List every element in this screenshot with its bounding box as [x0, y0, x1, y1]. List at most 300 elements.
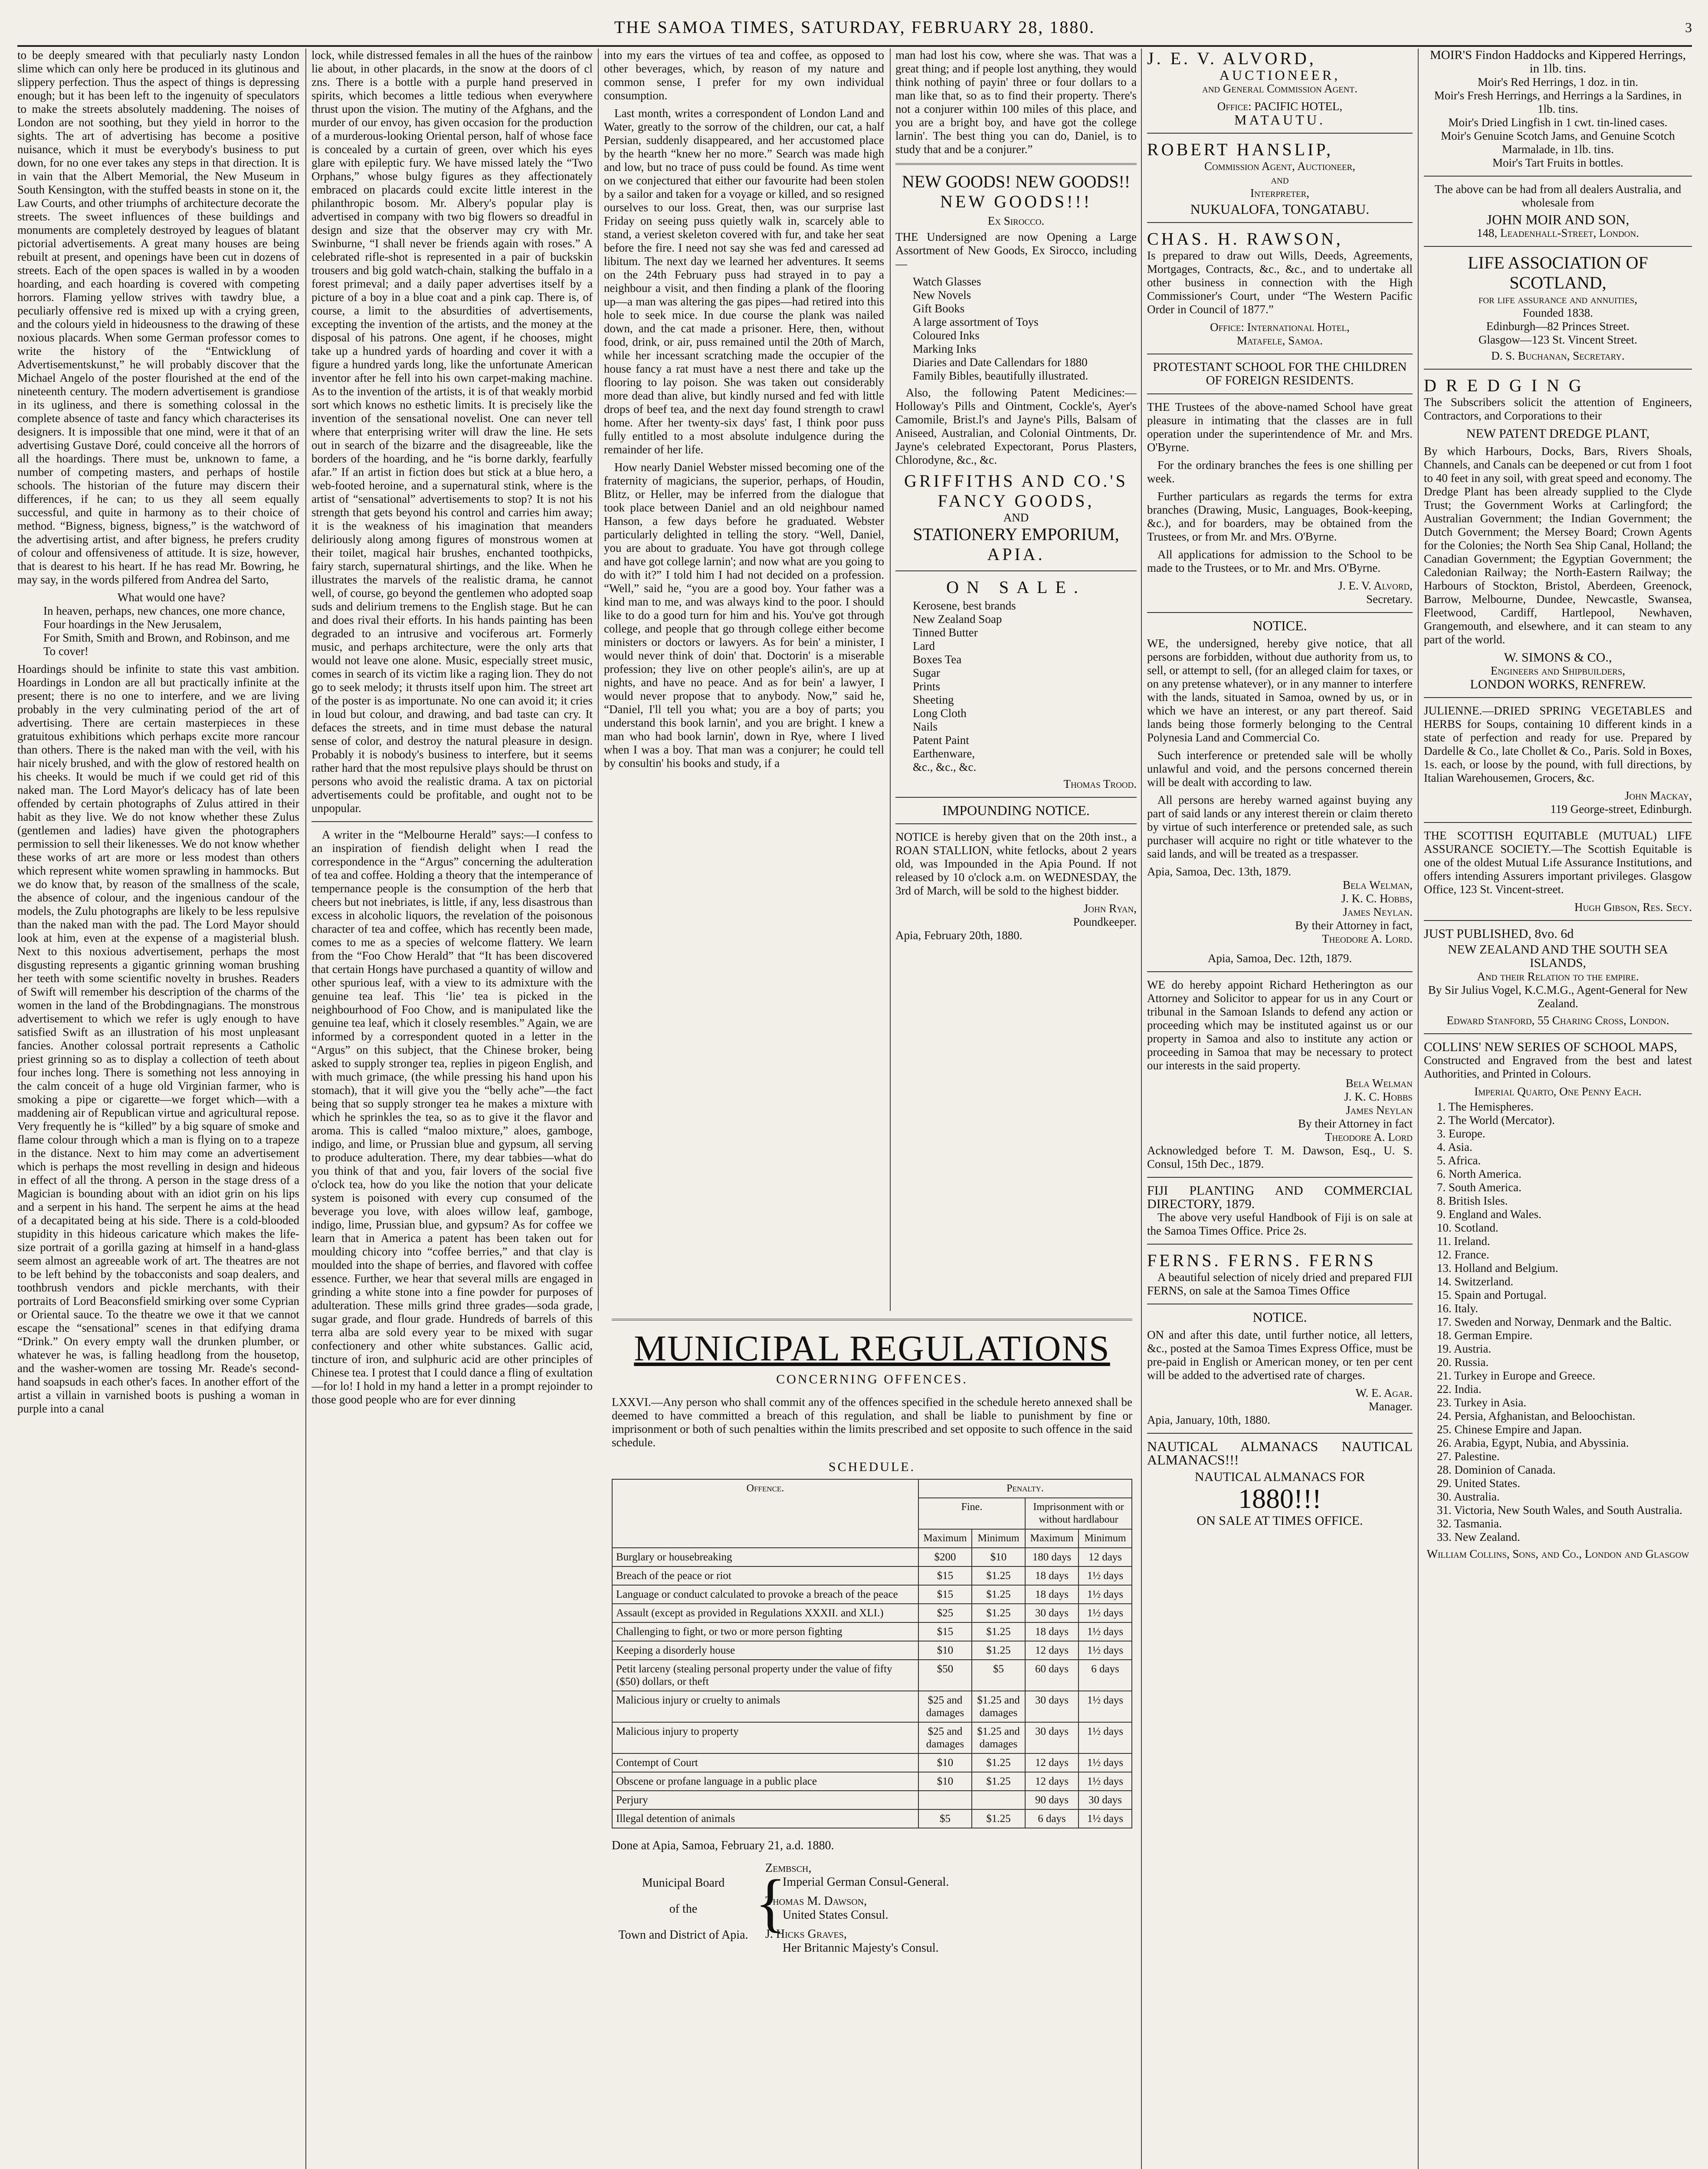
- hanslip-interp: Interpreter,: [1250, 187, 1310, 200]
- list-item: 6. North America.: [1437, 1167, 1521, 1180]
- table-cell: 12 days: [1025, 1641, 1079, 1660]
- table-cell: Breach of the peace or riot: [612, 1566, 918, 1585]
- signature: J. K. C. Hobbs,: [1341, 892, 1413, 905]
- published-publisher: Edward Stanford, 55 Charing Cross, London.: [1446, 1014, 1669, 1027]
- maps-list: [1437, 1100, 1692, 1544]
- alvord-name: J. E. V. ALVORD,: [1147, 49, 1316, 68]
- rawson-name: CHAS. H. RAWSON,: [1147, 229, 1343, 249]
- table-cell: 18 days: [1025, 1566, 1079, 1585]
- divider: [1147, 222, 1413, 223]
- table-cell: Contempt of Court: [612, 1753, 918, 1772]
- moir-firm: JOHN MOIR AND SON,: [1486, 212, 1629, 227]
- article-paragraph: man had lost his cow, where she was. That was a great thing; and if people lost anything, they would think nothing of payin' three or four dollars to a man like that, so as to find their property. There's not a conjurer within 100 miles of this place, and you are a bright boy, and have got the college larnin'. The best thing you can do, Daniel, is to study that and be a conjurer.”: [895, 49, 1137, 156]
- article-paragraph: lock, while distressed females in all the hues of the rainbow lie about, in other placards, in the snow at the doors of cl zns. There is a bottle with a purple hand preserved in spirits, which becomes a little tedious when everywhere thrust upon the vision. The mutiny of the Afghans, and the murder of our envoy, has given occasion for the production of a murderous-looking Oriental person, half of whose face is concealed by a curtain of green, over which his eyes glare with epileptic fury. We have missed lately the “Two Orphans,” whose bulgy figures as they affectionately embraced on placards could excite little interest in the philanthropic bosom. Mr. Albery's popular play is advertised in company with two big flowers so dreadful in design and size that the observer may cry with Mr. Swinburne, “I shall never be friends again with roses.” A celebrated rifle-shot is represented in a pair of buckskin trousers and big gold watch-chain, stalking the buffalo in a forest primeval; and a daily paper advertises itself by a picture of a boy in a blue coat and a pink cap. There is, of course, a limit to the absurdities of advertisements, excepting the invention of the artists, and the money at the disposal of his patrons. One agent, if he chooses, might take up a hundred yards of hoarding and cover it with a figure a hundred yards long, like the unfortunate American inventor after he fell into his own carpet-making machine. As to the invention of the artists, it is of that weakly morbid sort which knows no esthetic limits. It is precisely like the invention of the sensational novelist. One can never tell where that enterprising writer will draw the line. He sets out in search of the bizarre and the disagreeable, like the borders of the hoarding, and he “is borne darkly, fearfully afar.” If an artist in fiction does but stick at a blue hero, a web-footed heroine, and a supernatural stink, where is the artist of “sensational” advertisements to stop? It is not his strength that gets beyond his control and carries him away; it is the weakness of his imagination that meanders deliriously along among figures of monstrous women at their toilet, magical hair brushes, enchanted toothpicks, fairy starch, supernatural shirtings, and the like. When he illustrates the marvels of the realistic drama, he cannot well, of course, go beyond the gentlemen who adopted soap suds and delirium tremens to the English stage. But he can and does rival their efforts. In his hands painting has been degraded to an intrusive and vociferous art. Formerly music, and perhaps architecture, were the only arts that would not leave one alone. Music, especially street music, comes in search of its victim like a raging lion. They do not go to seek melody; it thrusts itself upon him. The street art of the poster is as importunate. No one can avoid it; it cries in loud but colour, and drawing, and bad taste can cry. It defaces the streets, and in time must debase the natural sense of color, and destroy the natural pleasure in design. Probably it is nobody's business to interfere, but it seems rather hard that the most repulsive plays should be thrust on persons who avoid the realistic drama. A tax on pictorial advertisements could be profitable, and ought not to be unpopular.: [311, 49, 593, 815]
- table-cell: $25 and damages: [918, 1722, 972, 1753]
- table-cell: $25: [918, 1604, 972, 1622]
- collins-heading: COLLINS' NEW SERIES OF SCHOOL MAPS,: [1424, 1040, 1677, 1054]
- list-item: 2. The World (Mercator).: [1437, 1114, 1555, 1127]
- divider: [1147, 612, 1413, 613]
- moir-item: Moir's Tart Fruits in bottles.: [1492, 156, 1623, 169]
- published-author: By Sir Julius Vogel, K.C.M.G., Agent-General for New Zealand.: [1428, 983, 1688, 1010]
- life-address: Glasgow—123 St. Vincent Street.: [1478, 333, 1638, 346]
- table-cell: 90 days: [1025, 1791, 1079, 1809]
- signature-address: 119 George-street, Edinburgh.: [1550, 803, 1692, 816]
- school-heading: PROTESTANT SCHOOL FOR THE CHILDREN OF FOREIGN RESIDENTS.: [1153, 360, 1407, 387]
- list-item: Gift Books: [913, 302, 965, 315]
- signature: Bela Welman,: [1343, 878, 1413, 891]
- collins-sub: Imperial Quarto, One Penny Each.: [1474, 1085, 1642, 1098]
- signature: James Neylan: [1346, 1104, 1413, 1117]
- table-cell: Petit larceny (stealing personal property under the value of fifty ($50) dollars, or theft: [612, 1660, 918, 1691]
- signatory-title: Her Britannic Majesty's Consul.: [783, 1941, 939, 1955]
- signature: By their Attorney in fact,: [1295, 919, 1413, 932]
- fiji-text: The above very useful Handbook of Fiji is on sale at the Samoa Times Office. Price 2s.: [1147, 1211, 1413, 1237]
- new-goods-heading: NEW GOODS! NEW GOODS!!: [902, 172, 1131, 191]
- table-cell: $50: [918, 1660, 972, 1691]
- divider: [895, 570, 1137, 571]
- signature: Theodore A. Lord.: [1322, 932, 1413, 945]
- list-item: 27. Palestine.: [1437, 1450, 1500, 1463]
- list-item: 11. Ireland.: [1437, 1235, 1490, 1248]
- table-cell: 1½ days: [1079, 1809, 1132, 1828]
- table-header-row: [612, 1479, 1132, 1498]
- list-item: 15. Spain and Portugal.: [1437, 1288, 1547, 1301]
- table-cell: 6 days: [1079, 1660, 1132, 1691]
- life-heading: LIFE ASSOCIATION OF SCOTLAND,: [1468, 253, 1648, 292]
- list-item: Tinned Butter: [913, 626, 978, 639]
- list-item: 16. Italy.: [1437, 1302, 1478, 1315]
- table-header: Maximum: [1025, 1529, 1079, 1548]
- article-cat-column: [604, 49, 884, 1311]
- fiji-heading: FIJI PLANTING AND COMMERCIAL DIRECTORY, 1879.: [1147, 1183, 1413, 1211]
- life-secretary: D. S. Buchanan, Secretary.: [1491, 349, 1625, 362]
- list-item: 14. Switzerland.: [1437, 1275, 1514, 1288]
- board-name: [612, 1861, 755, 1955]
- list-item: 23. Turkey in Asia.: [1437, 1396, 1527, 1409]
- list-item: 28. Dominion of Canada.: [1437, 1463, 1556, 1476]
- table-row: [612, 1566, 1132, 1585]
- list-item: A large assortment of Toys: [913, 315, 1039, 328]
- table-cell: 1½ days: [1079, 1772, 1132, 1791]
- hanslip-place: NUKUALOFA, TONGATABU.: [1190, 201, 1370, 217]
- list-item: 8. British Isles.: [1437, 1194, 1508, 1207]
- list-item: 18. German Empire.: [1437, 1329, 1533, 1342]
- life-founded: Founded 1838.: [1523, 306, 1593, 319]
- table-cell: 1½ days: [1079, 1622, 1132, 1641]
- published-title: NEW ZEALAND AND THE SOUTH SEA ISLANDS,: [1448, 943, 1668, 970]
- notice-paragraph: Such interference or pretended sale will be wholly unlawful and void, and the persons concerned therein will be dealt with according to law.: [1147, 749, 1413, 789]
- dredging-heading: DREDGING: [1424, 376, 1591, 395]
- table-cell: 18 days: [1025, 1585, 1079, 1604]
- signature-title: Poundkeeper.: [1073, 915, 1137, 928]
- brace: {: [755, 1867, 786, 1939]
- column-divider: [890, 49, 891, 1311]
- table-row: [612, 1585, 1132, 1604]
- list-item: Diaries and Date Callendars for 1880: [913, 356, 1088, 369]
- board-line: Town and District of Apia.: [618, 1928, 748, 1942]
- column-divider: [305, 49, 306, 2169]
- schedule-heading: SCHEDULE.: [828, 1460, 916, 1474]
- list-item: Kerosene, best brands: [913, 599, 1016, 612]
- ads-column-6: [1424, 49, 1692, 2169]
- table-cell: $25 and damages: [918, 1691, 972, 1722]
- table-cell: 6 days: [1025, 1809, 1079, 1828]
- table-cell: 1½ days: [1079, 1604, 1132, 1622]
- rawson-office: Office: International Hotel,: [1210, 321, 1350, 334]
- new-goods-ex: Ex Sirocco.: [987, 214, 1045, 227]
- table-cell: Language or conduct calculated to provoke a breach of the peace: [612, 1585, 918, 1604]
- notice-paragraph: WE, the undersigned, hereby give notice, that all persons are forbidden, without due authority from us, to sell, or attempt to sell, (for an alleged claim for taxes, or on any pretense whatever), or in any manner to interfere with the lands, situated in Samoa, owned by us, or in which we have an interest, or any part thereof. Said lands being those formerly belonging to the Central Polynesia Land and Commercial Co.: [1147, 637, 1413, 744]
- table-cell: Assault (except as provided in Regulations XXXII. and XLI.): [612, 1604, 918, 1622]
- griffiths-heading: GRIFFITHS AND CO.'S: [904, 471, 1128, 491]
- divider: [1147, 1433, 1413, 1434]
- divider: [1424, 369, 1692, 370]
- divider: [311, 821, 593, 822]
- medicines-text: Also, the following Patent Medicines:—Holloway's Pills and Ointment, Cockle's, Ayer's Camomile, Brist.l's and Jayne's Pills, Balsam of Aniseed, Australian, and Colonial Ointments, Dr. Jayne's celebrated Expectorant, Porus Plasters, Chlorodyne, &c., &c.: [895, 386, 1137, 466]
- list-item: Sheeting: [913, 693, 954, 706]
- article-paragraph: Last month, writes a correspondent of London Land and Water, greatly to the sorrow of the children, our cat, a half Persian, suddenly disappeared, and her accustomed place by the hearth “knew her no more.” Search was made high and low, but no trace of puss could be found. As time went on we conjectured that either our favourite had been stolen by a sailor and taken for a voyage or killed, and so resigned ourselves to our loss. Great, then, was our surprise last Friday on seeing puss quietly walk in, scarcely able to stand, a veriest skeleton covered with fur, and take her seat before the fire. I need not say she was fed and caressed ad libitum. The next day we learned her adventures. It seems on the 24th February puss had strayed in to pay a neighbour a visit, and then finding a plank of the flooring up—a man was altering the gas pipes—had retired into this hole to seek mice. In due course the plank was nailed down, and the cat made a prisoner. Here, then, without food, drink, or air, puss remained until the 20th of March, while her incessant scratching made the occupier of the house fancy a rat must have a nest there and take up the flooring to lay poison. She was taken out considerably more dead than alive, but kindly nursed and fed with little drops of beef tea, and the next day found strength to crawl home. After her twenty-six days' fast, I think poor puss fully entitled to a most absolute indulgence during the remainder of her life.: [604, 107, 884, 456]
- list-item: Patent Paint: [913, 734, 969, 747]
- moir-item: Moir's Genuine Scotch Jams, and Genuine Scotch Marmalade, in 1lb. tins.: [1441, 129, 1675, 156]
- article-paragraph: to be deeply smeared with that peculiarly nasty London slime which can only here be produced in its glutinous and slippery perfection. Thus the aspect of things is depressing enough; but it has been left to the ingenuity of speculators to make the streets absolutely maddening. The noises of London are not soothing, but they yield in horror to the sights. The art of advertising has become a positive nuisance, which it must be everybody's business to put down, for no one ever takes any steps in that direction. It is in vain that the Albert Memorial, the New Museum in South Kensington, with the stuffed beasts in stone on it, the Law Courts, and other triumphs of architecture decorate the streets. The sweet influences of these buildings and monuments are completely destroyed by leagues of blatant pictorial advertisements. A great many houses are being rebuilt at present, and openings have been cut in dozens of streets. Each of the open spaces is walled in by a wooden hoarding, and each hoarding is covered with competing horrors. Flaming yellow strives with tawdry blue, a peculiarly offensive red is mixed up with a crying green, and the colours yield in hideousness to the drawing of these noxious placards. When some German professor comes to write the history of the “Entwicklung of Advertisementskunst,” he will probably discover that the Michael Angelo of the poster flourished at the end of the nineteenth century. The modern advertisement is grandiose in its ugliness, and there is something colossal in the complete absence of taste and fancy which characterises its designers. It is impossible that one mind, were it that of an advertising Gustave Doré, could conceive all the horrors of all the hoardings. There must be, unknown to fame, a number of competing masters, and perhaps of hostile schools. The historian of the future may discern their differences, if he can; to us they all seem equally successful, and quite in harmony as to their choice of method. “Bigness, bigness, bigness,” is the watchword of the advertising artist, and after bigness, he prefers crudity of colour and offensiveness of attitude. It is size, however, that is dearest to his heart. If he has read Mr. Bowring, he may say, in the words pilfered from Andrea del Sarto,: [17, 49, 299, 586]
- signature: By their Attorney in fact: [1298, 1117, 1413, 1130]
- date: Apia, February 20th, 1880.: [895, 929, 1023, 942]
- signature: Thomas Trood.: [1063, 777, 1137, 790]
- new-goods-list: [913, 275, 1137, 383]
- table-row: [612, 1660, 1132, 1691]
- penalty-table: [612, 1479, 1132, 1828]
- verse-quote: [17, 591, 299, 658]
- table-cell: Illegal detention of animals: [612, 1809, 918, 1828]
- impounding-text: NOTICE is hereby given that on the 20th inst., a ROAN STALLION, white fetlocks, about 2 years old, was Impounded in the Apia Pound. If not released by 10 o'clock a.m. on WEDNESDAY, the 3rd of March, will be sold to the highest bidder.: [895, 830, 1137, 897]
- article-paragraph: How nearly Daniel Webster missed becoming one of the fraternity of magicians, the superior, perhaps, of Houdin, Blitz, or Heller, may be inferred from the dialogue that took place between Daniel and an old neighbour named Hanson, a few days before he graduated. Webster particularly delighted in telling the story. “Well, Daniel, you are about to graduate. You have got through college and have got college larnin'; and now what are you going to do with it?” I told him I had not decided on a profession. “Well,” said he, “you are a good boy. Your father was a kind man to me, and was always kind to the poor. I should like to do a good turn for him and his. You've got through college, and people that go through college either become ministers or doctors or lawyers. As for bein' a minister, I would never think of doin' that. Doctorin' is a miserable profession; they live on other people's ailin's, are up at nights, and have no peace. And as for bein' a lawyer, I would never propose that to anybody. Now,” said he, “Daniel, I'll tell you what; you are a boy of parts; you understand this book larnin', and you are bright. I knew a man who had book larnin', down in Rye, where I lived when I was a boy. That man was a conjurer; he could tell by consultin' his books and study, if a: [604, 461, 884, 770]
- article-advertising-column: [17, 49, 299, 2169]
- published-heading: JUST PUBLISHED, 8vo. 6d: [1424, 927, 1574, 941]
- list-item: &c., &c., &c.: [913, 760, 977, 773]
- list-item: Family Bibles, beautifully illustrated.: [913, 369, 1088, 382]
- list-item: 26. Arabia, Egypt, Nubia, and Abyssinia.: [1437, 1436, 1629, 1449]
- table-cell: 30 days: [1025, 1604, 1079, 1622]
- list-item: 20. Russia.: [1437, 1356, 1489, 1369]
- table-cell: Keeping a disorderly house: [612, 1641, 918, 1660]
- griffiths-and: AND: [1003, 511, 1029, 524]
- collins-text: Constructed and Engraved from the best and latest Authorities, and Printed in Colours.: [1424, 1054, 1692, 1080]
- nautical-heading: NAUTICAL ALMANACS NAUTICAL ALMANACS!!!: [1147, 1438, 1413, 1468]
- table-cell: Burglary or housebreaking: [612, 1548, 918, 1566]
- signature: Hugh Gibson, Res. Secy.: [1574, 901, 1692, 914]
- masthead: [17, 11, 1692, 43]
- divider: [895, 163, 1137, 165]
- table-row: [612, 1641, 1132, 1660]
- table-header: Imprisonment with or without hardlabour: [1025, 1498, 1132, 1529]
- signature: W. E. Agar.: [1355, 1386, 1413, 1399]
- divider: [895, 797, 1137, 798]
- article-tea-column: [311, 49, 593, 2169]
- moir-address: 148, Leadenhall-Street, London.: [1477, 226, 1639, 239]
- table-cell: 1½ days: [1079, 1641, 1132, 1660]
- municipal-regulations: [612, 1319, 1132, 1955]
- table-cell: 30 days: [1025, 1691, 1079, 1722]
- notice-paragraph: ON and after this date, until further notice, all letters, &c., posted at the Samoa Times Express Office, must be pre-paid in English or American money, or ten per cent will be added to the advertised rate of charges.: [1147, 1328, 1413, 1382]
- list-item: 29. United States.: [1437, 1477, 1520, 1490]
- signatory-title: Imperial German Consul-General.: [783, 1875, 949, 1889]
- ads-column-5: [1147, 49, 1413, 2169]
- divider: [1424, 1033, 1692, 1034]
- table-row: [612, 1548, 1132, 1566]
- table-cell: [918, 1791, 972, 1809]
- table-cell: 1½ days: [1079, 1566, 1132, 1585]
- table-cell: $1.25: [972, 1622, 1025, 1641]
- ferns-heading: FERNS. FERNS. FERNS: [1147, 1251, 1376, 1270]
- divider: [1424, 697, 1692, 698]
- signatory-list: [765, 1861, 1132, 1955]
- table-cell: 1½ days: [1079, 1753, 1132, 1772]
- divider: [612, 1319, 1132, 1320]
- date: Apia, Samoa, Dec. 12th, 1879.: [1207, 952, 1352, 965]
- table-cell: $1.25: [972, 1772, 1025, 1791]
- scottish-text: THE SCOTTISH EQUITABLE (MUTUAL) LIFE ASSURANCE SOCIETY.—The Scottish Equitable is one of the oldest Mutual Life Assurance Institutions, and offers intending Assurers important privileges. Glasgow Office, 123 St. Vincent-street.: [1424, 829, 1692, 896]
- article-paragraph: Hoardings should be infinite to state this vast ambition. Hoardings in London are all but practically infinite at the present; there is no one to interfere, and we are living probably in the very culminating period of the art of advertising. There are certain masterpieces in these gratuitous exhibitions which perhaps excite more rancour than others. There is the naked man with the veil, with his hair nicely brushed, and with the glow of restored health on his cheeks. It would be much if we could get rid of this naked man. The Lord Mayor's delicacy has of late been offended by certain photographs of Zulus attired in their habit as they live. We do not know whether these Zulus (gentlemen and ladies) have given the photographers permission to sell their likenesses. We do not know whether these works of art are more or less modest than others which represent white women sprawling in hammocks. But we do know that, by reason of the smallness of the scale, the absence of colour, and the ingenious candour of the models, the Zulu photographs are likely to be less repulsive than the naked man with the pad. The Lord Mayor should look at him, even at the expense of a magisterial blush. Next to this noxious advertisement, perhaps the most disgusting represents a gigantic grinning woman brushing her teeth with some scientific novelty in brushes. Readers of Swift will remember his description of the charms of the women in the land of the Brobdingnagians. The monstrous advertisement to which we refer is ugly enough to have satisfied Swift as an illustration of his most unpleasant fancies. Another colossal portrait represents a Catholic priest grinning so as to display a collection of teeth about four inches long. There is something not less annoying in the calm conceit of a huge old Virginian farmer, who is smoking a pipe or cigarette—we forget which—with a maddening air of Republican virtue and agricultural repose. Very frequently he is “killed” by a big square of smoke and flame colour through which a man is flying on to a trapeze in the distance. Next to him may come an advertisement which is perhaps the most revelling in design and hideous in effect of all the throng. A person in the stage dress of a Magician is bounding about with an idiot grin on his lips and a serpent in his hand. The serpent he aims at the head of a decapitated being at his side. There is a cold-blooded stupidity in this hideous caricature which makes the life-size portrait of a gorilla gazing at himself in a hand-glass seem almost an agreeable work of art. The theatres are not to be left behind by the tobacconists and soap dealers, and toothbrush vendors and pickle merchants, with their portraits of Lord Beaconsfield smirking over some Cyprian or Oriental sauce. To the theatre we owe it that we cannot escape the “sensational” scenes in that edifying drama “Drink.” On every empty wall the drunken plumber, or whatever he was, is falling headlong from the housetop, and the washer-women are tossing Mr. Reade's second-hand soapsuds in each other's faces. In another effort of the artist a villain in varnished boots is pushing a woman in purple into a canal: [17, 662, 299, 1415]
- list-item: Sugar: [913, 666, 940, 679]
- table-row: [612, 1722, 1132, 1753]
- table-row: [612, 1622, 1132, 1641]
- table-cell: 30 days: [1079, 1791, 1132, 1809]
- list-item: Prints: [913, 680, 941, 693]
- table-cell: $15: [918, 1622, 972, 1641]
- table-row: [612, 1772, 1132, 1791]
- table-cell: $5: [918, 1809, 972, 1828]
- table-cell: Obscene or profane language in a public place: [612, 1772, 918, 1791]
- new-goods-intro: THE Undersigned are now Opening a Large Assortment of New Goods, Ex Sirocco, including—: [895, 230, 1137, 270]
- divider: [1147, 1244, 1413, 1245]
- divider: [1147, 1177, 1413, 1178]
- list-item: Coloured Inks: [913, 329, 980, 342]
- collins-firm: William Collins, Sons, and Co., London and Glasgow: [1426, 1547, 1689, 1560]
- hanslip-role: Commission Agent, Auctioneer,: [1204, 160, 1356, 173]
- column-divider: [1418, 49, 1419, 2169]
- signature: J. K. C. Hobbs: [1344, 1090, 1413, 1103]
- griffiths-heading: STATIONERY EMPORIUM,: [913, 524, 1119, 544]
- school-paragraph: Further particulars as regards the terms for extra branches (Drawing, Music, Languages, Book-keeping, &c.), and for boarders, may be obtained from the Trustees, or from Mr. and Mrs. O'Byrne.: [1147, 490, 1413, 543]
- verse-line: In heaven, perhaps, new chances, one more chance,: [43, 604, 285, 617]
- alvord-role: AUCTIONEER,: [1219, 67, 1341, 83]
- regulation-date: Done at Apia, Samoa, February 21, a.d. 1880.: [612, 1839, 834, 1852]
- list-item: New Zealand Soap: [913, 613, 1002, 626]
- table-cell: $1.25: [972, 1604, 1025, 1622]
- table-cell: 12 days: [1079, 1548, 1132, 1566]
- signature-title: Secretary.: [1366, 593, 1413, 606]
- divider: [1424, 246, 1692, 247]
- life-sub: for life assurance and annuities,: [1478, 293, 1638, 306]
- table-row: [612, 1809, 1132, 1828]
- page-number: 3: [1685, 20, 1692, 35]
- list-item: 31. Victoria, New South Wales, and South Australia.: [1437, 1504, 1682, 1517]
- table-cell: $1.25 and damages: [972, 1691, 1025, 1722]
- table-cell: Malicious injury to property: [612, 1722, 918, 1753]
- table-header: Fine.: [918, 1498, 1025, 1529]
- list-item: 12. France.: [1437, 1248, 1489, 1261]
- moir-note: The above can be had from all dealers Australia, and wholesale from: [1434, 183, 1682, 209]
- regulation-text: LXXVI.—Any person who shall commit any of the offences specified in the schedule hereto annexed shall be deemed to have committed a breach of this regulation, and shall be liable to punishment by fine or imprisonment or both of such penalties within the limits prescribed and set opposite to such offence in the said schedule.: [612, 1396, 1132, 1449]
- signatory-title: United States Consul.: [783, 1908, 888, 1922]
- ferns-text: A beautiful selection of nicely dried and prepared FIJI FERNS, on sale at the Samoa Times Office: [1147, 1271, 1413, 1297]
- signature: John Mackay,: [1625, 789, 1692, 802]
- list-item: 5. Africa.: [1437, 1154, 1481, 1167]
- nautical-line: NAUTICAL ALMANACS FOR: [1194, 1470, 1365, 1484]
- table-cell: 30 days: [1025, 1722, 1079, 1753]
- column-divider: [598, 49, 599, 1311]
- life-address: Edinburgh—82 Princes Street.: [1486, 320, 1630, 333]
- table-cell: 180 days: [1025, 1548, 1079, 1566]
- hanslip-and: and: [1271, 173, 1289, 186]
- rawson-place: Matafele, Samoa.: [1236, 334, 1323, 347]
- municipal-signatures: [612, 1861, 1132, 1955]
- table-cell: $10: [918, 1753, 972, 1772]
- new-goods-heading: NEW GOODS!!!: [940, 192, 1092, 211]
- julienne-text: JULIENNE.—DRIED SPRING VEGETABLES and HERBS for Soups, containing 10 different kinds in a state of perfection and ready for use. Prepared by Dardelle & Co., late Chollet & Co., Paris. Sold in Boxes, 1s. each, or loose by the pound, with full directions, by Italian Warehousemen, Grocers, &c.: [1424, 704, 1692, 784]
- list-item: 22. India.: [1437, 1383, 1482, 1396]
- griffiths-heading: FANCY GOODS,: [938, 491, 1095, 511]
- list-item: 19. Austria.: [1437, 1342, 1492, 1355]
- table-row: [612, 1604, 1132, 1622]
- signature: James Neylan.: [1343, 905, 1413, 918]
- verse-line: To cover!: [43, 645, 89, 658]
- table-cell: 18 days: [1025, 1622, 1079, 1641]
- list-item: 33. New Zealand.: [1437, 1530, 1520, 1543]
- table-cell: [972, 1791, 1025, 1809]
- list-item: Lard: [913, 639, 935, 652]
- signatory-name: J. Hicks Graves,: [765, 1927, 847, 1941]
- signature-title: Manager.: [1368, 1400, 1413, 1413]
- list-item: Boxes Tea: [913, 653, 962, 666]
- verse-line: What would one have?: [117, 591, 226, 604]
- list-item: 25. Chinese Empire and Japan.: [1437, 1423, 1582, 1436]
- divider: [1424, 920, 1692, 921]
- school-paragraph: THE Trustees of the above-named School have great pleasure in intimating that the classes are in full operation under the superintendence of Mr. and Mrs. O'Byrne.: [1147, 400, 1413, 454]
- dredging-paragraph: By which Harbours, Docks, Bars, Rivers Shoals, Channels, and Canals can be deepened or cut from 1 foot to 40 feet in any soil, with great speed and economy. The Dredge Plant has been already supplied to the Clyde Trust; the Government Works at Carlingford; the Australian Government; the Indian Government; the Dutch Government; the Mersey Board; Crown Agents for the Colonies; the North Sea Ship Canal, Holland; the Canadian Government; the Egyptian Government; the Caledonian Railway; the North-Eastern Railway; the Harbours of Stockton, Bristol, Aberdeen, Greenock, Barrow, Melbourne, Dundee, Newcastle, Swansea, Fleetwood, Cardiff, Hartlepool, Newhaven, Grangemouth, and elsewhere, and it can steam to any part of the world.: [1424, 445, 1692, 646]
- list-item: 4. Asia.: [1437, 1140, 1472, 1153]
- table-cell: $10: [918, 1641, 972, 1660]
- table-row: [612, 1753, 1132, 1772]
- list-item: 24. Persia, Afghanistan, and Beloochistan.: [1437, 1409, 1636, 1422]
- acknowledgement: Acknowledged before T. M. Dawson, Esq., U. S. Consul, 15th Dec., 1879.: [1147, 1144, 1413, 1170]
- table-header: Minimum: [972, 1529, 1025, 1548]
- notice-heading: NOTICE.: [1252, 1309, 1307, 1325]
- moir-item: Moir's Fresh Herrings, and Herrings a la Sardines, in 1lb. tins.: [1434, 89, 1682, 115]
- table-cell: $1.25: [972, 1585, 1025, 1604]
- alvord-office: Office: PACIFIC HOTEL,: [1217, 100, 1343, 113]
- list-item: 3. Europe.: [1437, 1127, 1485, 1140]
- published-sub: And their Relation to the empire.: [1477, 970, 1639, 983]
- table-cell: $1.25: [972, 1753, 1025, 1772]
- verse-line: For Smith, Smith and Brown, and Robinson, and me: [43, 631, 290, 644]
- divider: [895, 823, 1137, 824]
- board-line: Municipal Board: [642, 1876, 725, 1890]
- list-item: 21. Turkey in Europe and Greece.: [1437, 1369, 1596, 1382]
- list-item: 17. Sweden and Norway, Denmark and the Baltic.: [1437, 1315, 1672, 1328]
- dredging-subheading: NEW PATENT DREDGE PLANT,: [1466, 426, 1650, 441]
- list-item: 9. England and Wales.: [1437, 1208, 1542, 1221]
- divider: [1147, 133, 1413, 134]
- table-cell: $1.25 and damages: [972, 1722, 1025, 1753]
- list-item: Earthenware,: [913, 747, 975, 760]
- impounding-heading: IMPOUNDING NOTICE.: [942, 803, 1090, 818]
- list-item: New Novels: [913, 288, 971, 301]
- table-header: Minimum: [1079, 1529, 1132, 1548]
- list-item: 7. South America.: [1437, 1181, 1521, 1194]
- table-cell: 12 days: [1025, 1753, 1079, 1772]
- notice-paragraph: All persons are hereby warned against buying any part of said lands or any interest therein or claim thereto by virtue of such interference or pretended sale, as such purchaser will acquire no right or title whatever to the said lands, and will be treated as a trespasser.: [1147, 793, 1413, 860]
- masthead-rule: [17, 45, 1692, 47]
- table-cell: 1½ days: [1079, 1722, 1132, 1753]
- table-row: [612, 1691, 1132, 1722]
- divider: [1424, 176, 1692, 177]
- table-cell: $15: [918, 1566, 972, 1585]
- list-item: Nails: [913, 720, 938, 733]
- table-header: Penalty.: [918, 1479, 1132, 1498]
- table-cell: $15: [918, 1585, 972, 1604]
- on-sale-heading: ON SALE.: [946, 577, 1086, 597]
- notice-paragraph: WE do hereby appoint Richard Hetherington as our Attorney and Solicitor to appear for us in any Court or tribunal in the Samoan Islands to defend any action or proceeding which may be instituted against us or our property in Samoa and also to institute any action or proceeding in Samoa that may be necessary to protect our interests in the said property.: [1147, 978, 1413, 1072]
- table-header: Maximum: [918, 1529, 972, 1548]
- signature: John Ryan,: [1083, 902, 1137, 915]
- hanslip-name: ROBERT HANSLIP,: [1147, 140, 1334, 159]
- table-cell: $5: [972, 1660, 1025, 1691]
- moir-item: Moir's Dried Lingfish in 1 cwt. tin-lined cases.: [1448, 116, 1668, 129]
- on-sale-list: [913, 599, 1137, 774]
- signature: Bela Welman: [1345, 1077, 1413, 1090]
- table-cell: Malicious injury or cruelty to animals: [612, 1691, 918, 1722]
- dredging-firm: W. SIMONS & CO.,: [1504, 650, 1612, 665]
- table-header: Offence.: [612, 1479, 918, 1548]
- signatory-name: Zembsch,: [765, 1861, 812, 1875]
- municipal-subtitle: CONCERNING OFFENCES.: [776, 1372, 968, 1386]
- board-line: of the: [669, 1902, 698, 1916]
- list-item: 30. Australia.: [1437, 1490, 1500, 1503]
- divider: [1147, 971, 1413, 972]
- table-cell: 1½ days: [1079, 1585, 1132, 1604]
- article-paragraph: A writer in the “Melbourne Herald” says:—I confess to an inspiration of fiendish delight when I read the correspondence in the “Argus” concerning the adulteration of tea and coffee. Holding a theory that the intemperance of tempernance people is the consumption of the herb that cheers but not inebriates, is little, if any, less disastrous than excess in alcoholic liquors, the revelation of the poisonous character of tea and coffee, which has recently been made, comes to me as a species of welcome flattery. We learn from the “Foo Chow Herald” that “It has been discovered that certain Hongs have purchased a quantity of willow and other spurious leaf, with a view to its admixture with the genuine tea leaf. This ‘lie’ tea is picked in the neighbourhood of Foo Chow, and is manipulated like the genuine tea leaf, which it closely resembles.” Again, we are informed by a correspondent quoted in a letter in the “Argus” on this subject, that the Chinese broker, being asked to supply stronger tea, replies in pigeon English, and with much grimace, (the while pressing his hand upon his stomach), that it will give you the “belly ache”—the fact being that so supply stronger tea he makes a mixture with which he sprinkles the tea, so as to give it the flavor and aroma. This is called “maloo mixture,” aloes, gamboge, indigo, and lime, or Prussian blue and gypsum, all serving to produce adulteration. There, my dear tabbies—what do you think of that and you, fair lovers of the social five o'clock tea, how do you like the notion that your delicate system is poisoned with every cup consumed of the beverage you love, with aloes willow leaf, gamboge, indigo, lime, Prussian blue, and gypsum? As for coffee we learn that in America a patent has been taken out for moulding chicory into “coffee berries,” and that clay is moulded into the shape of berries, and flavored with coffee essence. Further, we hear that several mills are engaged in grinding a white stone into a fine powder for purposes of adulteration. These mills grind three grades—soda grade, sugar grade, and flour grade. Hundreds of barrels of this terra alba are sold every year to be mixed with sugar confectionery and other white substances. Gallic acid, tincture of iron, and sulphuric acid are other principles of Chinese tea. I protest that I could dance a fling of exultation—for lo! I hold in my hand a letter in a prompt rejoinder to those good people who are for ever dinning: [311, 828, 593, 1406]
- table-cell: $10: [918, 1772, 972, 1791]
- table-cell: Challenging to fight, or two or more person fighting: [612, 1622, 918, 1641]
- list-item: Watch Glasses: [913, 275, 981, 288]
- table-cell: 60 days: [1025, 1660, 1079, 1691]
- column-divider: [1141, 49, 1142, 2169]
- signature: Theodore A. Lord: [1324, 1130, 1413, 1143]
- list-item: 10. Scotland.: [1437, 1221, 1498, 1234]
- moir-item: Moir's Red Herrings, 1 doz. in tin.: [1477, 75, 1639, 88]
- rawson-text: Is prepared to draw out Wills, Deeds, Agreements, Mortgages, Contracts, &c., &c., and to undertake all other business in connection with the High Commissioner's Court, under “The Western Pacific Order in Council of 1877.”: [1147, 249, 1413, 316]
- table-cell: $1.25: [972, 1809, 1025, 1828]
- list-item: Marking Inks: [913, 342, 977, 355]
- moir-item: MOIR'S Findon Haddocks and Kippered Herrings, in 1lb. tins.: [1430, 49, 1686, 75]
- table-row: [612, 1791, 1132, 1809]
- table-cell: $10: [972, 1548, 1025, 1566]
- table-cell: $1.25: [972, 1641, 1025, 1660]
- list-item: 13. Holland and Belgium.: [1437, 1261, 1558, 1275]
- list-item: 32. Tasmania.: [1437, 1517, 1502, 1530]
- divider: [1424, 822, 1692, 823]
- date: Apia, Samoa, Dec. 13th, 1879.: [1147, 865, 1292, 878]
- ads-column-4: [895, 49, 1137, 1311]
- table-cell: Perjury: [612, 1791, 918, 1809]
- signature: J. E. V. Alvord,: [1338, 579, 1413, 592]
- table-cell: $200: [918, 1548, 972, 1566]
- nautical-year: 1880!!!: [1238, 1483, 1321, 1514]
- dredging-place: LONDON WORKS, RENFREW.: [1470, 677, 1646, 691]
- municipal-title: MUNICIPAL REGULATIONS: [634, 1328, 1110, 1369]
- divider: [1147, 393, 1413, 394]
